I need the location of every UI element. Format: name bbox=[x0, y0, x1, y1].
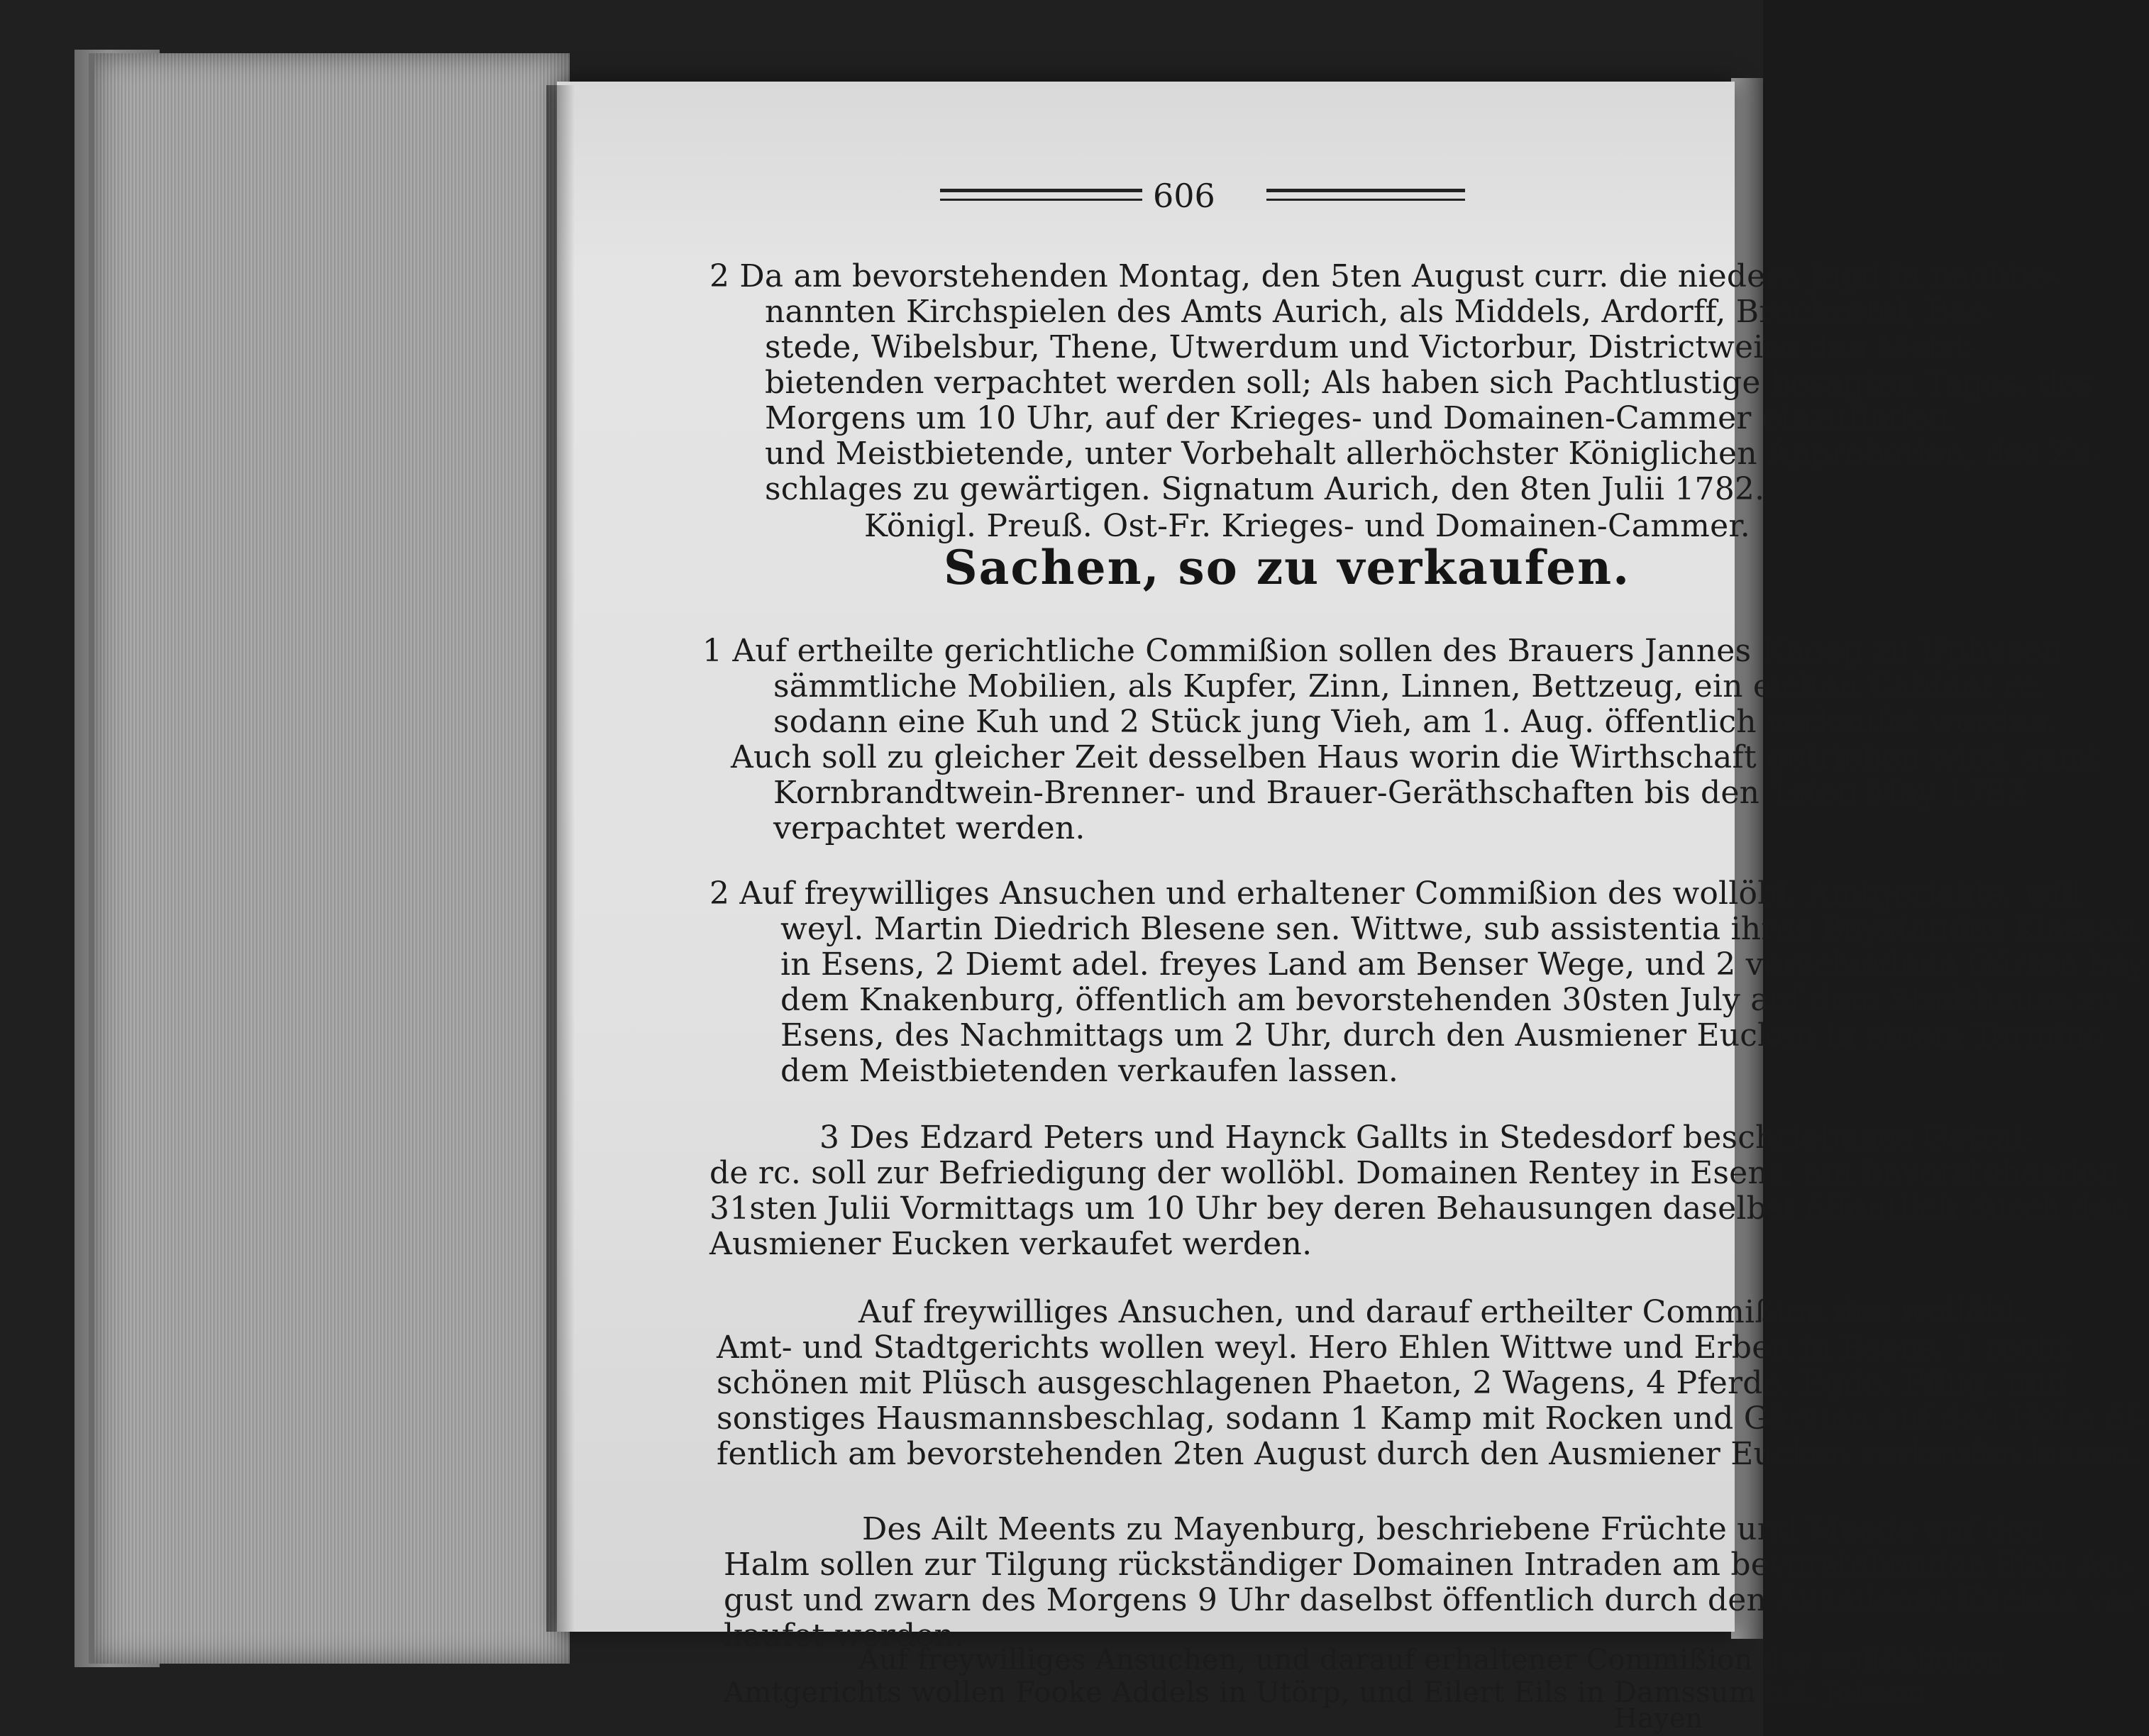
text-line: 31sten Julii Vormittags um 10 Uhr bey deren Behausungen daselbst öffentlich durch den bbox=[709, 1190, 2131, 1227]
text-line: kaufet werden. bbox=[724, 1618, 965, 1654]
signature-line: Königl. Preuß. Ost-Fr. Krieges- und Domainen-Cammer. bbox=[864, 508, 1750, 544]
text-line: Ausmiener Eucken verkaufet werden. bbox=[709, 1226, 1313, 1262]
header-rule bbox=[1266, 199, 1465, 201]
text-line: sodann eine Kuh und 2 Stück jung Vieh, am 1. Aug. öffentlich verkaufet werden. bbox=[773, 704, 2059, 740]
book-page-edges bbox=[89, 53, 570, 1664]
text-line: nannten Kirchspielen des Amts Aurich, als Middels, Ardorff, Brockzetel, Bar- bbox=[765, 294, 1994, 330]
text-line: Morgens um 10 Uhr, auf der Krieges- und Domainen-Cammer einzufinden, bbox=[765, 400, 1959, 436]
text-line: 2 Auf freywilliges Ansuchen und erhaltener Commißion des wollöbl. Amtgerichts, will bbox=[709, 875, 2082, 912]
text-line: Auf freywilliges Ansuchen, und darauf erhaltener Commißion des wollöblichen bbox=[858, 1644, 2005, 1676]
text-line: Amtgerichts wollen Fooke Addels in Utörp, und Eilert Eils in Damssum tut. Johann bbox=[724, 1676, 1926, 1709]
header-rule bbox=[940, 199, 1142, 201]
text-line: Kornbrandtwein-Brenner- und Brauer-Geräthschaften bis den 1sten May 1783 bbox=[773, 775, 2026, 811]
text-line: 2 Da am bevorstehenden Montag, den 5ten August curr. die niedere Jagd in nachbe- bbox=[709, 258, 2058, 294]
text-line: und Meistbietende, unter Vorbehalt allerhöchster Königlichen Approbation, des Zu- bbox=[765, 436, 2104, 472]
text-line: bietenden verpachtet werden soll; Als haben sich Pachtlustige besagten Tages, des bbox=[765, 365, 2094, 401]
text-line: schlages zu gewärtigen. Signatum Aurich, den 8ten Julii 1782. bbox=[765, 471, 1765, 507]
section-heading: Sachen, so zu verkaufen. bbox=[944, 540, 1631, 595]
text-line: sonstiges Hausmannsbeschlag, sodann 1 Kamp mit Rocken und Gärsten auf den Halm öf- bbox=[717, 1400, 2147, 1437]
text-line: Halm sollen zur Tilgung rückständiger Domainen Intraden am bevorstehenden 9ten Au- bbox=[724, 1547, 2133, 1583]
page-number: 606 bbox=[1153, 177, 1215, 215]
text-line: Auf freywilliges Ansuchen, und darauf ertheilter Commißion des wollöbl. bbox=[858, 1294, 2026, 1330]
text-line: schönen mit Plüsch ausgeschlagenen Phaeton, 2 Wagens, 4 Pferde, Egde, Pflug, und bbox=[717, 1365, 2068, 1401]
text-line: sämmtliche Mobilien, als Kupfer, Zinn, Linnen, Bettzeug, ein eichen Cabinet rc. bbox=[773, 668, 2046, 704]
text-line: stede, Wibelsbur, Thene, Utwerdum und Victorbur, Districtweise den Meist- bbox=[765, 329, 1978, 365]
header-rule bbox=[1266, 189, 1465, 192]
text-line: dem Knakenburg, öffentlich am bevorstehenden 30sten July auf dem Stadthause zu bbox=[780, 982, 2117, 1018]
text-line: 1 Auf ertheilte gerichtliche Commißion sollen des Brauers Jannes Knoop zu Uphusen bbox=[702, 633, 2062, 669]
text-line: weyl. Martin Diedrich Blesene sen. Wittwe, sub assistentia ihres Beystandes Klassen bbox=[780, 911, 2137, 947]
catchword: Hayen bbox=[1614, 1703, 1703, 1734]
text-line: verpachtet werden. bbox=[773, 810, 1085, 846]
header-rule bbox=[940, 189, 1142, 192]
gutter-shadow bbox=[546, 85, 575, 1632]
text-line: fentlich am bevorstehenden 2ten August durch den Ausmiener Eucken verkaufen lassen. bbox=[717, 1436, 2140, 1472]
text-line: Auch soll zu gleicher Zeit desselben Haus worin die Wirthschaft getrieben wird, samt bbox=[731, 739, 2101, 775]
text-line: gust und zwarn des Morgens 9 Uhr daselbst öffentlich durch den Ausmiener Eucken ver- bbox=[724, 1582, 2149, 1618]
text-line: in Esens, 2 Diemt adel. freyes Land am Benser Wege, und 2 verschiedene Gärten bey bbox=[780, 946, 2145, 983]
text-line: de rc. soll zur Befriedigung der wollöbl. Domainen Rentey in Esens, am bevorstehenden bbox=[709, 1155, 2119, 1191]
text-line: Des Ailt Meents zu Mayenburg, beschriebene Früchte und Meede auf den bbox=[862, 1511, 2046, 1547]
text-line: dem Meistbietenden verkaufen lassen. bbox=[780, 1053, 1399, 1089]
text-line: 3 Des Edzard Peters und Haynck Gallts in Stedesdorf beschriebenes Getrai- bbox=[819, 1119, 2035, 1156]
text-line: Esens, des Nachmittags um 2 Uhr, durch den Ausmiener Eucken in einem Termino bbox=[780, 1017, 2105, 1054]
text-line: Amt- und Stadtgerichts wollen weyl. Hero Ehlen Wittwe und Erben in Esens, 1 recht bbox=[717, 1329, 2070, 1366]
